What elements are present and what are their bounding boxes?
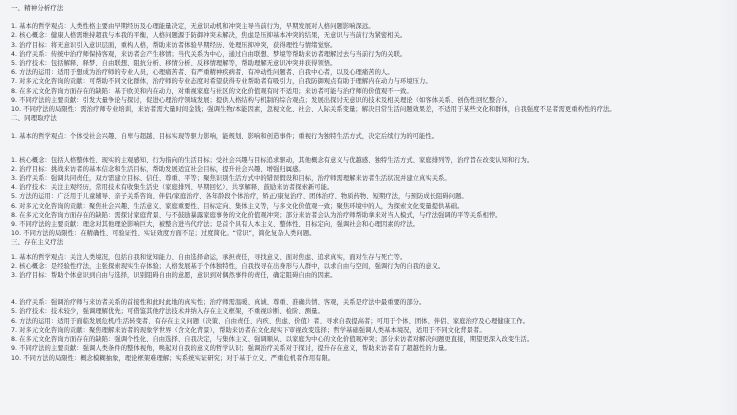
list-item: 8. 在多元文化咨询方面存在的缺陷：强调个性化、自由选择、自我决定，与集体主义、强调顺从、以家庭为中心的文化价值观冲突；部分来访者对解决问题更直接，期望更深入改变生活。 bbox=[11, 336, 534, 344]
list-item: 5. 方法的运用：广泛用于儿童辅导、亲子关系咨询、伴侣/家庭治疗、各年龄段个体治疗，矫正/康复治疗、团体治疗、物质药物、短期疗法，与预防成长阻碍问题。 bbox=[11, 193, 468, 201]
list-item: 2. 核心概念：健康人格需维持超我与本我的平衡，人格问题源于防御冲突未解决，焦虑是压抑基本冲突的结果，无意识与当前行为紧密相关。 bbox=[11, 32, 407, 40]
section-heading-existential: 三、存在主义疗法 bbox=[11, 238, 64, 247]
list-item: 8. 在多元文化咨询方面存在的缺陷：基于欧美和内在动力，对重视家庭与社区的文化价值观有时不适用；来访者可能与治疗师的价值观不一致。 bbox=[11, 87, 413, 95]
list-item: 9. 不同疗法的主要贡献：引发大量争论与探讨，促进心理治疗领域发展；提供人格结构与机制的综合观点；发展出探讨无意识的技术及相关理论（如客体关系、创伤性回忆整合）。 bbox=[11, 96, 512, 104]
list-item: 10. 不同方法的局限性：在精确性、可验证性、实证效度方面不足；过度简化。“常识”，简化复杂人类问题。 bbox=[11, 230, 316, 238]
list-item: 2. 治疗目标：挑战来访者的基本信念和生活目标，帮助发展适宜社会目标，提升社会兴趣、增强归属感。 bbox=[11, 165, 305, 173]
list-item: 2. 核心概念：是经验性疗法，主张探索现实生存体验；人格发展基于个体独特性，自我找寻在出身形与人群中，以求自由与空间，强调行为的自我的意义。 bbox=[11, 262, 445, 270]
edge-fade bbox=[717, 0, 737, 415]
section-heading-adlerian: 二、同理取疗法 bbox=[11, 114, 57, 123]
list-item: 7. 对多元文化咨询的贡献：聚焦理解来访者的现象学世界（含文化背景），帮助来访者在文化现实下审视改变选择；哲学基础强调人类基本境况，适用于不同文化背景者。 bbox=[11, 326, 486, 334]
list-item: 4. 治疗关系：强调治疗师与来访者关系的首接性和此时此地的真实性；治疗师需温暖、真诚、尊重、准确共情、客观，关系是疗法中最重要的部分。 bbox=[11, 299, 426, 307]
list-item: 1. 核心概念：包括人格整体性、现实的主观感知、行为指向的生活目标；受社会兴趣与目标追求驱动，其他概念有意义与优越感、独特生活方式、家庭排列等，治疗旨在改变认知和行为。 bbox=[11, 156, 534, 164]
list-item: 6. 对多元文化咨询的贡献：聚焦社会兴趣、生活意义、家庭重要性、目标定向、集体主义等，与多文化价值观一致；聚焦环境中的人，为探索文化变量提供基础。 bbox=[11, 202, 464, 210]
list-item: 5. 治疗技术：包括解释、释梦、自由联想、阻抗分析、移情分析、反移情理解等，帮助理解无意识冲突并获得领悟。 bbox=[11, 60, 337, 68]
list-item: 1. 基本的哲学观点：个体受社会兴趣、自卑与超越、目标实现等驱力影响，能规划、影响和创造事件；重视行为独特生活方式，决定后续行为的可能性。 bbox=[11, 133, 439, 141]
list-item: 5. 治疗技术：技术较少，强调理解优先；可借鉴其他疗法技术并纳入存在主义框架，不重视诊断、检阶、测量。 bbox=[11, 308, 324, 316]
list-item: 4. 治疗关系：传统中治疗师保持客观，来访者会产生移情；当代关系为中心，通过自由联想、梦境等帮助来访者理解过去与当前行为的关联。 bbox=[11, 50, 407, 58]
list-item: 10. 不同疗法的局限性：需治疗师专业培训，来访者需大量时间金钱；强调生物/本能因素，忽视文化、社会、人际关系变量；解决目常生活问题效果差，不适用于某些文化和群体，自我强度不足者需更重构性的疗法。 bbox=[11, 106, 616, 114]
list-item: 3. 治疗目标：帮助个体意识到自由与选择，识别阻碍自由的意愿，意识到对偶然事件的责任，确定阻碍自由的因素。 bbox=[11, 272, 337, 280]
list-item: 3. 治疗关系：强调共同责任，双方需建立目标、信任、尊重、平等；聚焦识别生活方式中的错误假设和目标，治疗师需理解来访者生活状况并建立真实关系。 bbox=[11, 175, 451, 183]
list-item: 9. 不同疗法的主要贡献：强调人类条件的整体视角，唤起对自我的意义的哲学认识；强调治疗关系对于探讨，提升存在意义，帮助来访者有了超越性的力量。 bbox=[11, 345, 451, 353]
list-item: 4. 治疗技术：关注主观经历，常用技术有收集生活史（家庭排列、早期回忆）、共享解释、鼓励来访者探索新可能。 bbox=[11, 184, 334, 192]
list-item: 6. 方法的运用：适用于想成为治疗师的专业人员，心理痛苦者、有严重精神疾病者、有冲动性问题者、自我中心者，以及心理痛苦的人。 bbox=[11, 69, 394, 77]
list-item: 1. 基本的哲学观点：关注人类境况，包括自我和觉知能力、自由选择命运，承担责任，寻找意义、面对焦虑、追求真实，面对生存与死亡等。 bbox=[11, 253, 407, 261]
section-heading-psychoanalytic: 一、精神分析疗法 bbox=[11, 4, 64, 12]
list-item: 10. 不同方法的局限性：概念模糊抽象，理论框架难理解；实系统实证研究；对于基于立义、严重危机者作用有限。 bbox=[11, 354, 335, 362]
list-item: 9. 不同疗法的主要贡献：理念对其他理论影响巨大，被整合进当代疗法；是首个具有人本主义、整体性、目标定向，强调社会和心理因素的疗法。 bbox=[11, 221, 420, 229]
list-item: 6. 方法的运用：适用于面临发展危机/生活转变者、有存在主义问题（决策、自由责任、内疚、焦虑、价值）者、寻求自我提高者；可用于个体、团体、伴侣、家庭治疗及心理健康工作。 bbox=[11, 317, 530, 325]
list-item: 8. 在多元文化咨询方面存在的缺陷：需探讨家庭背景、与不鼓励暴露家庭事务的文化价值观冲突；部分来访者会认为治疗师帮助拿来对当人模式，与疗法强调的平等关系相悖。 bbox=[11, 211, 502, 219]
list-item: 3. 治疗目标：将无意识引入意识层面，重构人格，帮助来访者体验早期经历、处理压抑冲突，获得理性与情绪觉察。 bbox=[11, 41, 337, 49]
list-item: 1. 基本的哲学观点：人类性格主要由早期经历及心理能量决定，无意识动机和冲突主导当前行为，早期发展对人格问题影响深远。 bbox=[11, 23, 375, 31]
list-item: 7. 对多元文化咨询的贡献：可帮助不同文化群体，治疗师的专业态度对希望获得专业帮助者有吸引力，自我防御观点有助于理解内在动力与环境压力。 bbox=[11, 78, 432, 86]
